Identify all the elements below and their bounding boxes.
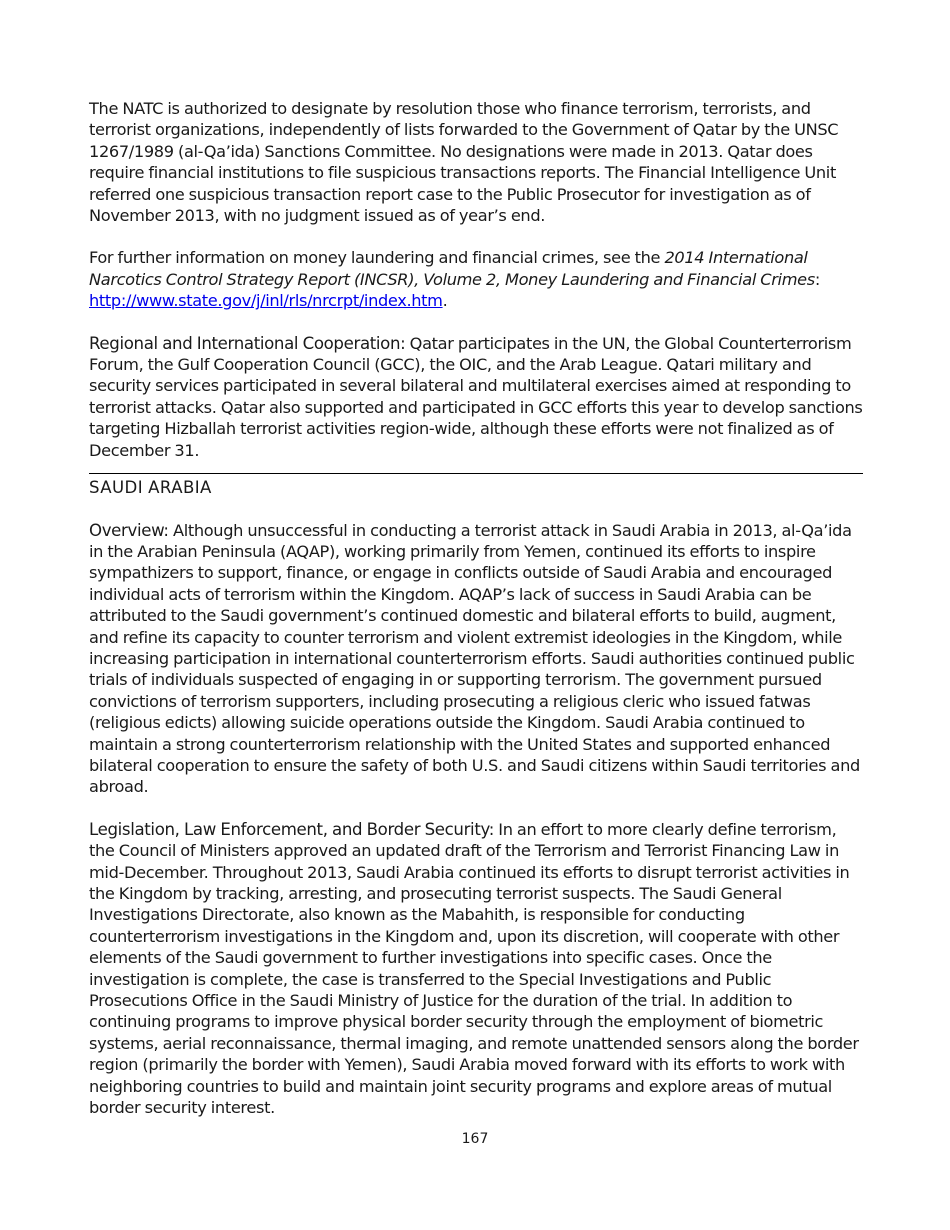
section-title-saudi-arabia: SAUDI ARABIA: [89, 478, 212, 498]
paragraph-gap: [89, 499, 863, 520]
further-info-paragraph: [89, 247, 863, 311]
overview-body: Although unsuccessful in conducting a terrorist attack in Saudi Arabia in 2013, al-Qa’ida in the Arabian Peninsula (AQAP), working primarily from Yemen, continued its efforts to inspire sympathizers to support, finance, or engage in conflicts outside of Saudi Arabia and encouraged individual acts of terrorism within the Kingdom. AQAP’s lack of success in Saudi Arabia can be attributed to the Saudi government’s continued domestic and bilateral efforts to build, augment, and refine its capacity to counter terrorism and violent extremist ideologies in the Kingdom, while increasing participation in international counterterrorism efforts. Saudi authorities continued public trials of individuals suspected of engaging in or supporting terrorism. The government pursued convictions of terrorism supporters, including prosecuting a religious cleric who issued fatwas (religious edicts) allowing suicide operations outside the Kingdom. Saudi Arabia continued to maintain a strong counterterrorism relationship with the United States and supported enhanced bilateral cooperation to ensure the safety of both U.S. and Saudi citizens within Saudi territories and abroad.: [89, 520, 860, 797]
further-info-prefix: For further information on money laundering and financial crimes, see the: [89, 248, 665, 268]
further-info-suffix: .: [442, 291, 448, 311]
cooperation-body: Qatar participates in the UN, the Global Counterterrorism Forum, the Gulf Cooperation Council (GCC), the OIC, and the Arab League. Qatari military and security services participated in several bilateral and multilateral exercises aimed at responding to terrorist attacks. Qatar also supported and participated in GCC efforts this year to develop sanctions targeting Hizballah terrorist activities region-wide, although these efforts were not finalized as of December 31.: [89, 333, 863, 460]
legislation-body: In an effort to more clearly define terrorism, the Council of Ministers approved an updated draft of the Terrorism and Terrorist Financing Law in mid-December. Throughout 2013, Saudi Arabia continued its efforts to disrupt terrorist activities in the Kingdom by tracking, arresting, and prosecuting terrorist suspects. The Saudi General Investigations Directorate, also known as the Mabahith, is responsible for conducting counterterrorism investigations in the Kingdom and, upon its discretion, will cooperate with other elements of the Saudi government to further investigations into specific cases. Once the investigation is complete, the case is transferred to the Special Investigations and Public Prosecutions Office in the Saudi Ministry of Justice for the duration of the trial. In addition to continuing programs to improve physical border security through the employment of biometric systems, aerial reconnaissance, thermal imaging, and remote unattended sensors along the border region (primarily the border with Yemen), Saudi Arabia moved forward with its efforts to work with neighboring countries to build and maintain joint security programs and explore areas of mutual border security interest.: [89, 819, 859, 1118]
section-divider: [89, 473, 863, 474]
cooperation-heading: Regional and International Cooperation:: [89, 333, 406, 353]
overview-heading: Overview:: [89, 520, 169, 540]
paragraph-gap: [89, 798, 863, 819]
section-gap: [89, 461, 863, 473]
overview-paragraph: [89, 520, 863, 798]
incsr-report-title: 2014 International Narcotics Control Strategy Report (INCSR), Volume 2, Money Laundering and Financial Crimes: [89, 248, 815, 289]
document-page: [89, 98, 863, 1118]
natc-paragraph: The NATC is authorized to designate by resolution those who finance terrorism, terrorists, and terrorist organizations, independently of lists forwarded to the Government of Qatar by the UNSC 1267/1989 (al-Qa’ida) Sanctions Committee. No designations were made in 2013. Qatar does require financial institutions to file suspicious transactions reports. The Financial Intelligence Unit referred one suspicious transaction report case to the Public Prosecutor for investigation as of November 2013, with no judgment issued as of year’s end.: [89, 99, 839, 226]
cooperation-paragraph: [89, 333, 863, 461]
legislation-heading: Legislation, Law Enforcement, and Border Security:: [89, 819, 494, 839]
legislation-paragraph: [89, 819, 863, 1119]
further-info-colon: :: [814, 269, 820, 289]
incsr-report-link[interactable]: http://www.state.gov/j/inl/rls/nrcrpt/index.htm: [89, 291, 443, 311]
page-number: 167: [461, 1131, 489, 1147]
paragraph-gap: [89, 226, 863, 247]
paragraph-gap: [89, 312, 863, 333]
